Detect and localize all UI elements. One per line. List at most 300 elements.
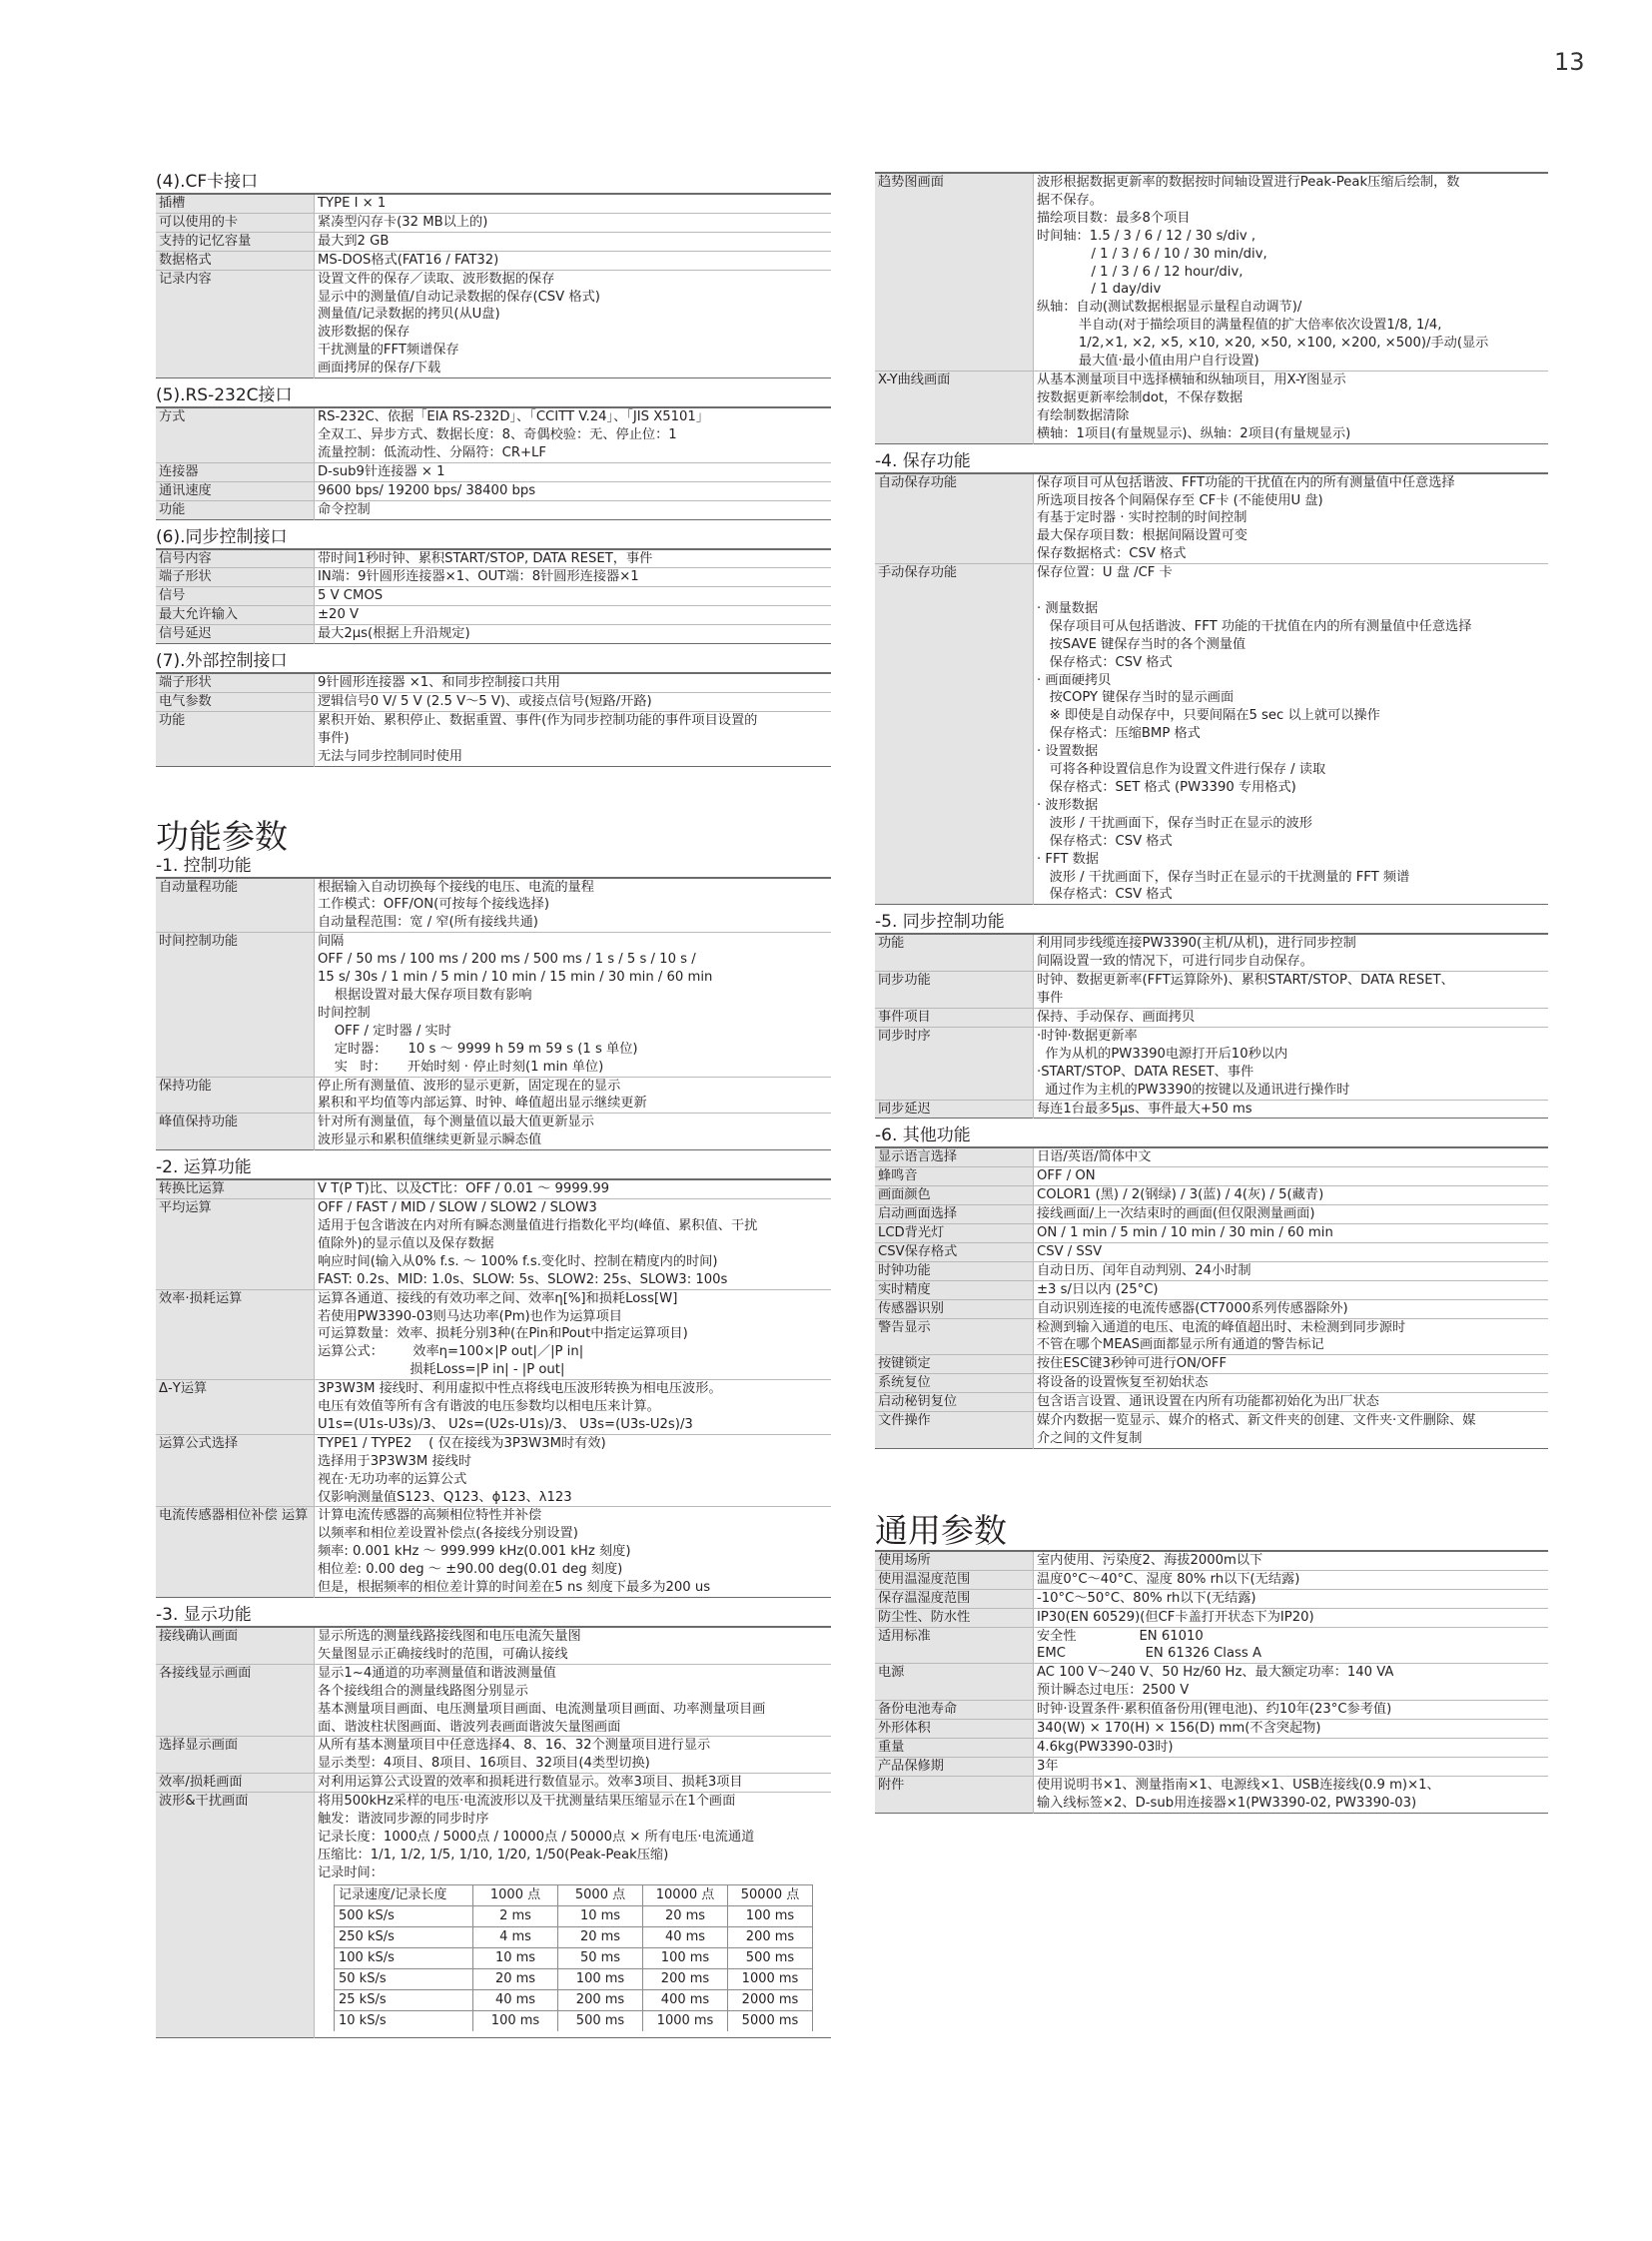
spec-key: 系统复位 xyxy=(875,1374,1034,1393)
spec-row xyxy=(156,673,831,692)
spec-key: 数据格式 xyxy=(156,251,315,270)
spec-row xyxy=(156,1793,831,2038)
spec-key: 平均运算 xyxy=(156,1199,315,1290)
spec-value xyxy=(315,1114,832,1150)
spec-value xyxy=(315,1179,832,1198)
spec-row xyxy=(875,1701,1548,1720)
record-time-cell: 25 kS/s xyxy=(335,1989,473,2010)
spec-row xyxy=(875,1720,1548,1739)
spec-value-text: 命令控制 xyxy=(318,501,371,517)
spec-table xyxy=(875,933,1548,1119)
spec-row xyxy=(156,1627,831,1664)
spec-key: 传感器识别 xyxy=(875,1299,1034,1318)
record-time-header-cell: 50000 点 xyxy=(728,1884,813,1905)
spec-row xyxy=(875,564,1548,905)
spec-value-text: IN端：9针圆形连接器×1、OUT端：8针圆形连接器×1 xyxy=(318,569,639,585)
spec-value xyxy=(1034,1242,1549,1261)
spec-value-text: 保存项目可从包括谐波、FFT功能的干扰值在内的所有测量值中任意选择 所选项目按各个间隔保存至 CF卡 (不能使用U 盘) 有基于定时器 · 实时控制的时间控制 最大保存项目数：根据间隔设置可变 保存数据格式：CSV 格式 xyxy=(1037,474,1455,562)
record-time-cell: 10 ms xyxy=(558,1905,643,1926)
spec-row xyxy=(875,1608,1548,1627)
left-column xyxy=(156,172,831,2045)
spec-row xyxy=(156,1199,831,1290)
spec-row xyxy=(875,1205,1548,1224)
spec-value xyxy=(1034,1147,1549,1166)
spec-value xyxy=(315,462,832,481)
spec-value-text: TYPE I × 1 xyxy=(318,196,387,211)
spec-value-text: ·时钟·数据更新率 作为从机的PW3390电源打开后10秒以内 ·START/STOP、DATA RESET、事件 通过作为主机的PW3390的按键以及通讯进行操作时 xyxy=(1037,1028,1350,1098)
spec-value xyxy=(315,1289,832,1380)
spacer xyxy=(875,1119,1548,1125)
spec-key: 实时精度 xyxy=(875,1280,1034,1299)
spec-row xyxy=(156,1507,831,1598)
record-time-cell: 400 ms xyxy=(643,1989,728,2010)
page-number: 13 xyxy=(1554,48,1585,76)
record-time-cell: 20 ms xyxy=(473,1968,558,1989)
record-time-header-cell: 1000 点 xyxy=(473,1884,558,1905)
spec-table xyxy=(156,1178,831,1598)
spec-value-text: 保持、手动保存、画面拷贝 xyxy=(1037,1009,1196,1025)
spec-key: 自动保存功能 xyxy=(875,473,1034,564)
record-time-cell: 100 ms xyxy=(643,1947,728,1968)
spec-value xyxy=(315,1774,832,1793)
spec-key: 电流传感器相位补偿 运算 xyxy=(156,1507,315,1598)
spec-row xyxy=(875,1664,1548,1701)
record-time-cell: 2000 ms xyxy=(728,1989,813,2010)
spec-row xyxy=(156,500,831,519)
spec-row xyxy=(156,1664,831,1737)
spec-key: 可以使用的卡 xyxy=(156,213,315,232)
spec-row xyxy=(875,1374,1548,1393)
spec-value-text: 运算各通道、接线的有效功率之间、效率η[%]和损耗Loss[W] 若使用PW3390-03则马达功率(Pm)也作为运算项目 可运算数量：效率、损耗分别3种(在Pin和Pout中指定运算项目) 运算公式： 效率η=100×|P out|／|P in| 损耗Loss=|P in| - |P out| xyxy=(318,1290,688,1378)
spec-table xyxy=(156,1626,831,2038)
spec-key: 蜂鸣音 xyxy=(875,1167,1034,1186)
spec-value-text: AC 100 V～240 V、50 Hz/60 Hz、最大额定功率：140 VA 预计瞬态过电压：2500 V xyxy=(1037,1665,1394,1699)
spec-row xyxy=(156,1737,831,1774)
spec-row xyxy=(875,1299,1548,1318)
spec-value-text: 针对所有测量值，每个测量值以最大值更新显示 波形显示和累积值继续更新显示瞬态值 xyxy=(318,1115,594,1148)
record-time-cell: 500 kS/s xyxy=(335,1905,473,1926)
spec-value xyxy=(1034,1355,1549,1374)
spec-value xyxy=(1034,1318,1549,1355)
spec-value-text: ±20 V xyxy=(318,607,360,623)
subsection-title: (6).同步控制接口 xyxy=(156,526,288,547)
spec-key: 电源 xyxy=(875,1664,1034,1701)
spec-value-text: IP30(EN 60529)(但CF卡盖打开状态下为IP20) xyxy=(1037,1609,1314,1625)
spec-row xyxy=(875,173,1548,371)
record-time-cell: 50 ms xyxy=(558,1947,643,1968)
spec-value xyxy=(315,232,832,251)
spec-value-text: 紧凑型闪存卡(32 MB以上的) xyxy=(318,214,488,230)
spec-value xyxy=(1034,1757,1549,1776)
spec-key: 波形&干扰画面 xyxy=(156,1793,315,2038)
spec-value xyxy=(315,587,832,606)
spec-value xyxy=(315,1737,832,1774)
spec-value xyxy=(315,1627,832,1664)
spec-value xyxy=(1034,1261,1549,1280)
spec-value-text: 室内使用、污染度2、海拔2000m以下 xyxy=(1037,1552,1263,1568)
subsection-title: -2. 运算功能 xyxy=(156,1157,252,1178)
subsection-title: (5).RS-232C接口 xyxy=(156,385,293,406)
spec-row xyxy=(875,1393,1548,1412)
record-time-cell: 500 ms xyxy=(728,1947,813,1968)
spec-value xyxy=(1034,1608,1549,1627)
spec-value-text: 最大2μs(根据上升沿规定) xyxy=(318,626,470,642)
spec-value xyxy=(1034,1589,1549,1608)
spec-value-text: 计算电流传感器的高频相位特性并补偿 以频率和相位差设置补偿点(各接线分别设置) 频率: 0.001 kHz ～ 999.999 kHz(0.001 kHz 刻度) 相位差: 0.00 deg ～ ±90.00 deg(0.01 deg 刻度) 但是，根据频率的相位差计算的时间差在5 ns 刻度下最多为200 us xyxy=(318,1508,711,1596)
record-time-row xyxy=(335,1968,813,1989)
spec-row xyxy=(156,933,831,1077)
spec-value xyxy=(1034,934,1549,971)
spec-row xyxy=(875,1589,1548,1608)
spec-value-text: V T(P T)比、以及CT比：OFF / 0.01 ～ 9999.99 xyxy=(318,1181,609,1197)
spec-value-text: 利用同步线缆连接PW3390(主机/从机)，进行同步控制 间隔设置一致的情况下，可进行同步自动保存。 xyxy=(1037,936,1356,970)
subsection-title: -5. 同步控制功能 xyxy=(875,912,1005,933)
spec-key: 连接器 xyxy=(156,462,315,481)
spec-row xyxy=(875,1412,1548,1449)
record-time-cell: 40 ms xyxy=(473,1989,558,2010)
section-heading: 功能参数 xyxy=(156,816,288,856)
spec-row xyxy=(156,587,831,606)
spec-row xyxy=(875,972,1548,1009)
subsection-title: -1. 控制功能 xyxy=(156,855,252,876)
spec-key: 产品保修期 xyxy=(875,1757,1034,1776)
spec-value xyxy=(315,933,832,1077)
spacer xyxy=(875,1814,1548,1821)
spec-value-text: 自动识别连接的电流传感器(CT7000系列传感器除外) xyxy=(1037,1300,1348,1316)
spec-value-text: 9针圆形连接器 ×1、和同步控制接口共用 xyxy=(318,675,561,691)
spec-key: 通讯速度 xyxy=(156,481,315,500)
spec-row xyxy=(156,194,831,213)
spec-key: 记录内容 xyxy=(156,270,315,377)
spec-row xyxy=(875,1100,1548,1119)
spec-row xyxy=(875,1147,1548,1166)
spec-key: X-Y曲线画面 xyxy=(875,371,1034,443)
spec-key: 使用场所 xyxy=(875,1551,1034,1570)
spec-value xyxy=(315,878,832,933)
spec-row xyxy=(875,1318,1548,1355)
spec-value xyxy=(1034,1224,1549,1243)
record-time-cell: 4 ms xyxy=(473,1926,558,1947)
spec-row xyxy=(156,606,831,625)
record-time-cell: 1000 ms xyxy=(643,2010,728,2031)
spec-value-text: 将用500kHz采样的电压·电流波形以及干扰测量结果压缩显示在1个画面 触发：谐波同步源的同步时序 记录长度：1000点 / 5000点 / 10000点 / 50000点 × 所有电压·电流通道 压缩比：1/1, 1/2, 1/5, 1/10, 1/20, 1/50(Peak-Peak压缩) 记录时间： xyxy=(318,1794,755,1880)
record-time-row xyxy=(335,2010,813,2031)
spec-value xyxy=(1034,1205,1549,1224)
spec-value xyxy=(315,1380,832,1435)
subsection-title: -6. 其他功能 xyxy=(875,1125,971,1146)
spec-value xyxy=(1034,1570,1549,1589)
record-time-header xyxy=(335,1884,813,1905)
spec-value-text: 接线画面/上一次结束时的画面(但仅限测量画面) xyxy=(1037,1206,1315,1222)
spec-value-text: 间隔 OFF / 50 ms / 100 ms / 200 ms / 500 ms / 1 s / 5 s / 10 s / 15 s/ 30s / 1 min / 5 min / 10 min / 15 min / 30 min / 60 min 根据设置对最大保存项目数有影响 时间控制 OFF / 定时器 / 实时 定时器： 10 s ～ 9999 h 59 m 59 s (1 s 单位) 实 时： 开始时刻 · 停止时刻(1 min 单位) xyxy=(318,934,713,1075)
spacer xyxy=(156,378,831,385)
spec-key: LCD背光灯 xyxy=(875,1224,1034,1243)
spec-value-text: OFF / FAST / MID / SLOW / SLOW2 / SLOW3 适用于包含谐波在内对所有瞬态测量值进行指数化平均(峰值、累积值、干扰 值除外)的显示值以及保存数据 响应时间(输入从0% f.s. ～ 100% f.s.变化时、控制在精度内的时间) FAST: 0.2s、MID: 1.0s、SLOW: 5s、SLOW2: 25s、SLOW3: 100s xyxy=(318,1200,758,1287)
section-heading: 通用参数 xyxy=(875,1510,1007,1550)
spec-value xyxy=(1034,1701,1549,1720)
record-time-table-wrap xyxy=(318,1884,831,2031)
spec-value xyxy=(315,568,832,587)
spacer xyxy=(875,905,1548,912)
spec-key: 自动量程功能 xyxy=(156,878,315,933)
spec-value xyxy=(1034,564,1549,905)
spec-row xyxy=(156,1179,831,1198)
spec-value-text: 包含语言设置、通讯设置在内所有功能都初始化为出厂状态 xyxy=(1037,1394,1379,1410)
spacer xyxy=(875,1456,1548,1512)
spec-value-text: 保存位置：U 盘 /CF 卡 · 测量数据 保存项目可从包括谐波、FFT 功能的干扰值在内的所有测量值中任意选择 按SAVE 键保存当时的各个测量值 保存格式：CSV 格式 · 画面硬拷贝 按COPY 键保存当时的显示画面 ※ 即使是自动保存中，只要间隔在5 sec 以上就可以操作 保存格式：压缩BMP 格式 · 设置数据 可将各种设置信息作为设置文件进行保存 / 读取 保存格式：SET 格式 (PW3390 专用格式) · 波形数据 波形 / 干扰画面下，保存当时正在显示的波形 保存格式：CSV 格式 · FFT 数据 波形 / 干扰画面下，保存当时正在显示的干扰测量的 FFT 频谱 保存格式：CSV 格式 xyxy=(1037,565,1472,903)
spacer xyxy=(156,774,831,818)
spec-value xyxy=(315,251,832,270)
record-time-cell: 200 ms xyxy=(728,1926,813,1947)
spec-key: 方式 xyxy=(156,407,315,462)
spec-key: 手动保存功能 xyxy=(875,564,1034,905)
spec-row xyxy=(875,1280,1548,1299)
spacer xyxy=(156,644,831,651)
spec-value-text: 设置文件的保存／读取、波形数据的保存 显示中的测量值/自动记录数据的保存(CSV 格式) 测量值/记录数据的拷贝(从U盘) 波形数据的保存 干扰测量的FFT频谱保存 画面拷屏的保存/下载 xyxy=(318,271,600,376)
spec-row xyxy=(156,549,831,568)
spec-value-text: 显示所选的测量线路接线图和电压电流矢量图 矢量图显示正确接线时的范围，可确认接线 xyxy=(318,1629,581,1662)
spec-value-text: D-sub9针连接器 × 1 xyxy=(318,463,445,479)
spec-key: 时间控制功能 xyxy=(156,933,315,1077)
record-time-cell: 200 ms xyxy=(643,1968,728,1989)
spec-value xyxy=(315,606,832,625)
record-time-row xyxy=(335,1926,813,1947)
spec-row xyxy=(156,692,831,711)
record-time-cell: 100 ms xyxy=(473,2010,558,2031)
spec-value-text: 将设备的设置恢复至初始状态 xyxy=(1037,1375,1209,1391)
spec-value-text: COLOR1 (黑) / 2(钢绿) / 3(蓝) / 4(灰) / 5(藏青) xyxy=(1037,1187,1324,1203)
spec-value xyxy=(1034,1027,1549,1100)
spec-value-text: 显示1~4通道的功率测量值和谐波测量值 各个接线组合的测量线路图分别显示 基本测量项目画面、电压测量项目画面、电流测量项目画面、功率测量项目画 面、谐波柱状图画面、谐波列表画面谐波矢量图画面 xyxy=(318,1665,766,1735)
spec-value-text: 340(W) × 170(H) × 156(D) mm(不含突起物) xyxy=(1037,1721,1321,1737)
spec-value-text: 温度0°C～40°C、湿度 80% rh以下(无结露) xyxy=(1037,1571,1300,1587)
record-time-cell: 250 kS/s xyxy=(335,1926,473,1947)
spec-value xyxy=(315,673,832,692)
spec-value xyxy=(1034,972,1549,1009)
right-column xyxy=(875,172,1548,1821)
spec-key: 同步延迟 xyxy=(875,1100,1034,1119)
spec-row xyxy=(156,232,831,251)
spec-value xyxy=(315,549,832,568)
spec-key: 时钟功能 xyxy=(875,1261,1034,1280)
spec-value xyxy=(315,481,832,500)
spec-key: 备份电池寿命 xyxy=(875,1701,1034,1720)
spec-value-text: RS-232C、依据「EIA RS-232D」、「CCITT V.24」、「JIS X5101」 全双工、异步方式、数据长度：8、奇偶校验：无、停止位：1 流量控制：低流动性、分隔符：CR+LF xyxy=(318,409,709,460)
spec-key: 按键锁定 xyxy=(875,1355,1034,1374)
spec-value xyxy=(1034,1374,1549,1393)
spec-value-text: 安全性 EN 61010 EMC EN 61326 Class A xyxy=(1037,1628,1262,1662)
spec-row xyxy=(875,1738,1548,1757)
spec-key: CSV保存格式 xyxy=(875,1242,1034,1261)
spec-value xyxy=(315,194,832,213)
record-time-cell: 20 ms xyxy=(558,1926,643,1947)
spec-value xyxy=(1034,1551,1549,1570)
spec-value xyxy=(315,1664,832,1737)
spec-value xyxy=(1034,1412,1549,1449)
spec-value xyxy=(1034,1280,1549,1299)
spec-value xyxy=(1034,173,1549,371)
spec-row xyxy=(875,1551,1548,1570)
spec-value xyxy=(315,1507,832,1598)
spec-value xyxy=(1034,1664,1549,1701)
spec-value-text: 媒介内数据一览显示、媒介的格式、新文件夹的创建、文件夹·文件删除、媒 介之间的文件复制 xyxy=(1037,1413,1476,1446)
spec-value-text: 根据输入自动切换每个接线的电压、电流的量程 工作模式：OFF/ON(可按每个接线选择) 自动量程范围：宽 / 窄(所有接线共通) xyxy=(318,879,594,931)
record-time-row xyxy=(335,1989,813,2010)
spec-key: 最大允许输入 xyxy=(156,606,315,625)
spec-value xyxy=(1034,1008,1549,1027)
spec-key: 使用温湿度范围 xyxy=(875,1570,1034,1589)
spec-row xyxy=(156,1380,831,1435)
spec-key: 功能 xyxy=(156,711,315,766)
spec-key: 事件项目 xyxy=(875,1008,1034,1027)
spec-key: 接线确认画面 xyxy=(156,1627,315,1664)
spec-value-text: -10°C～50°C、80% rh以下(无结露) xyxy=(1037,1590,1256,1606)
spec-value-text: 波形根据数据更新率的数据按时间轴设置进行Peak-Peak压缩后绘制，数 据不保存。 描绘项目数：最多8个项目 时间轴：1.5 / 3 / 6 / 12 / 30 s/div , / 1 / 3 / 6 / 10 / 30 min/div, / 1 / 3 / 6 / 12 hour/div, / 1 day/div 纵轴：自动(测试数据根据显示量程自动调节)/ 半自动(对于描绘项目的满量程值的扩大倍率依次设置1/8, 1/4, 1/2,×1, ×2, ×5, ×10, ×20, ×50, ×100, ×200, ×500)/手动(显示 最大值·最小值由用户自行设置) xyxy=(1037,175,1489,370)
spec-value-text: 带时间1秒时钟、累积START/STOP, DATA RESET，事件 xyxy=(318,550,653,566)
record-time-cell: 10 ms xyxy=(473,1947,558,1968)
subsection-title: (7).外部控制接口 xyxy=(156,651,288,672)
spec-value xyxy=(315,625,832,644)
spec-value xyxy=(1034,1167,1549,1186)
spec-value xyxy=(1034,1627,1549,1664)
spec-key: 启动秘钥复位 xyxy=(875,1393,1034,1412)
spacer xyxy=(156,1598,831,1605)
spacer xyxy=(156,2038,831,2045)
spec-key: 画面颜色 xyxy=(875,1186,1034,1205)
spec-value-text: 5 V CMOS xyxy=(318,588,384,604)
spec-key: 信号 xyxy=(156,587,315,606)
spec-row xyxy=(875,1008,1548,1027)
spec-value xyxy=(315,270,832,377)
spec-row xyxy=(875,1776,1548,1813)
spec-value-text: 9600 bps/ 19200 bps/ 38400 bps xyxy=(318,482,536,498)
spec-value-text: MS-DOS格式(FAT16 / FAT32) xyxy=(318,252,499,268)
spec-key: 趋势图画面 xyxy=(875,173,1034,371)
record-time-cell: 10 kS/s xyxy=(335,2010,473,2031)
spec-value-text: 3P3W3M 接线时、利用虚拟中性点将线电压波形转换为相电压波形。 电压有效值等所有含有谐波的电压参数均以相电压来计算。 U1s=(U1s-U3s)/3、 U2s=(U2s-U1s)/3、 U3s=(U3s-U2s)/3 xyxy=(318,1381,722,1432)
spec-value-text: 累积开始、累积停止、数据重置、事件(作为同步控制功能的事件项目设置的 事件) 无法与同步控制同时使用 xyxy=(318,712,758,764)
record-time-header-cell: 记录速度/记录长度 xyxy=(335,1884,473,1905)
spec-value xyxy=(1034,1393,1549,1412)
spec-value-text: 从所有基本测量项目中任意选择4、8、16、32个测量项目进行显示 显示类型：4项目、8项目、16项目、32项目(4类型切换) xyxy=(318,1738,711,1772)
record-time-cell: 5000 ms xyxy=(728,2010,813,2031)
spec-key: 保持功能 xyxy=(156,1077,315,1114)
spec-key: 各接线显示画面 xyxy=(156,1664,315,1737)
record-time-cell: 200 ms xyxy=(558,1989,643,2010)
spec-key: 电气参数 xyxy=(156,692,315,711)
record-time-cell: 2 ms xyxy=(473,1905,558,1926)
spec-value-text: CSV / SSV xyxy=(1037,1243,1103,1259)
spec-value-text: ±3 s/日以内 (25°C) xyxy=(1037,1281,1159,1297)
record-time-row xyxy=(335,1947,813,1968)
spec-key: 运算公式选择 xyxy=(156,1434,315,1507)
spec-value-text: 时钟·设置条件·累积值备份用(锂电池)、约10年(23°C参考值) xyxy=(1037,1702,1392,1718)
spec-value xyxy=(315,711,832,766)
spacer xyxy=(156,520,831,527)
spec-row xyxy=(875,1027,1548,1100)
spec-value xyxy=(1034,371,1549,443)
spec-table xyxy=(156,548,831,645)
spec-row xyxy=(875,1757,1548,1776)
spec-value-text: 3年 xyxy=(1037,1758,1059,1774)
spec-key: 重量 xyxy=(875,1738,1034,1757)
spec-key: 显示语言选择 xyxy=(875,1147,1034,1166)
spec-value-text: 使用说明书×1、测量指南×1、电源线×1、USB连接线(0.9 m)×1、 输入线标签×2、D-sub用连接器×1(PW3390-02, PW3390-03) xyxy=(1037,1777,1440,1811)
spec-value-text: 时钟、数据更新率(FFT运算除外)、累积START/STOP、DATA RESET、 事件 xyxy=(1037,973,1454,1007)
subsection-title: -3. 显示功能 xyxy=(156,1605,252,1625)
spec-value xyxy=(315,1077,832,1114)
record-time-row xyxy=(335,1905,813,1926)
spec-value-text: 自动日历、闰年自动判别、24小时制 xyxy=(1037,1262,1251,1278)
spec-value xyxy=(1034,1100,1549,1119)
spec-value-text: TYPE1 / TYPE2 ( 仅在接线为3P3W3M时有效) 选择用于3P3W3M 接线时 视在·无功功率的运算公式 仅影响测量值S123、Q123、ϕ123、λ123 xyxy=(318,1435,606,1505)
spec-key: 端子形状 xyxy=(156,673,315,692)
spec-key: Δ-Y运算 xyxy=(156,1380,315,1435)
record-time-header-cell: 5000 点 xyxy=(558,1884,643,1905)
spec-key: 功能 xyxy=(156,500,315,519)
spec-row xyxy=(875,1261,1548,1280)
subsection-title: -4. 保存功能 xyxy=(875,450,971,471)
spec-value-text: 按住ESC键3秒钟可进行ON/OFF xyxy=(1037,1356,1228,1372)
spec-row xyxy=(875,1242,1548,1261)
spec-value-text: 逻辑信号0 V/ 5 V (2.5 V～5 V)、或接点信号(短路/开路) xyxy=(318,693,652,709)
record-time-cell: 1000 ms xyxy=(728,1968,813,1989)
spec-value-text: 停止所有测量值、波形的显示更新，固定现在的显示 累积和平均值等内部运算、时钟、峰值超出显示继续更新 xyxy=(318,1078,647,1112)
spec-key: 信号内容 xyxy=(156,549,315,568)
record-time-cell: 100 kS/s xyxy=(335,1947,473,1968)
spec-value xyxy=(315,500,832,519)
spec-table xyxy=(875,1146,1548,1449)
record-time-table xyxy=(334,1884,813,2031)
spec-table xyxy=(875,472,1548,906)
spec-value-text: 日语/英语/简体中文 xyxy=(1037,1149,1152,1165)
spec-key: 外形体积 xyxy=(875,1720,1034,1739)
record-time-header-cell: 10000 点 xyxy=(643,1884,728,1905)
subsection-title: (4).CF卡接口 xyxy=(156,172,259,192)
spec-row xyxy=(156,568,831,587)
spacer xyxy=(875,444,1548,451)
spec-key: 保存温湿度范围 xyxy=(875,1589,1034,1608)
spec-key: 附件 xyxy=(875,1776,1034,1813)
spec-key: 峰值保持功能 xyxy=(156,1114,315,1150)
spacer xyxy=(156,1150,831,1157)
spec-key: 效率·损耗运算 xyxy=(156,1289,315,1380)
spec-row xyxy=(156,407,831,462)
spec-table xyxy=(156,672,831,767)
record-time-cell: 20 ms xyxy=(643,1905,728,1926)
spec-row xyxy=(156,213,831,232)
record-time-cell: 50 kS/s xyxy=(335,1968,473,1989)
spec-value xyxy=(315,1434,832,1507)
spec-value xyxy=(1034,1299,1549,1318)
spec-key: 信号延迟 xyxy=(156,625,315,644)
spec-value-text: 最大到2 GB xyxy=(318,233,390,249)
spec-row xyxy=(156,878,831,933)
spec-key: 同步时序 xyxy=(875,1027,1034,1100)
spec-table xyxy=(875,1550,1548,1814)
spec-key: 支持的记忆容量 xyxy=(156,232,315,251)
spec-row xyxy=(875,473,1548,564)
spec-row xyxy=(875,371,1548,443)
spec-value xyxy=(1034,1720,1549,1739)
spec-key: 文件操作 xyxy=(875,1412,1034,1449)
spec-row xyxy=(156,1289,831,1380)
spec-key: 警告显示 xyxy=(875,1318,1034,1355)
spec-value xyxy=(315,1199,832,1290)
spec-value-text: OFF / ON xyxy=(1037,1168,1096,1184)
record-time-cell: 500 ms xyxy=(558,2010,643,2031)
spec-value xyxy=(1034,473,1549,564)
